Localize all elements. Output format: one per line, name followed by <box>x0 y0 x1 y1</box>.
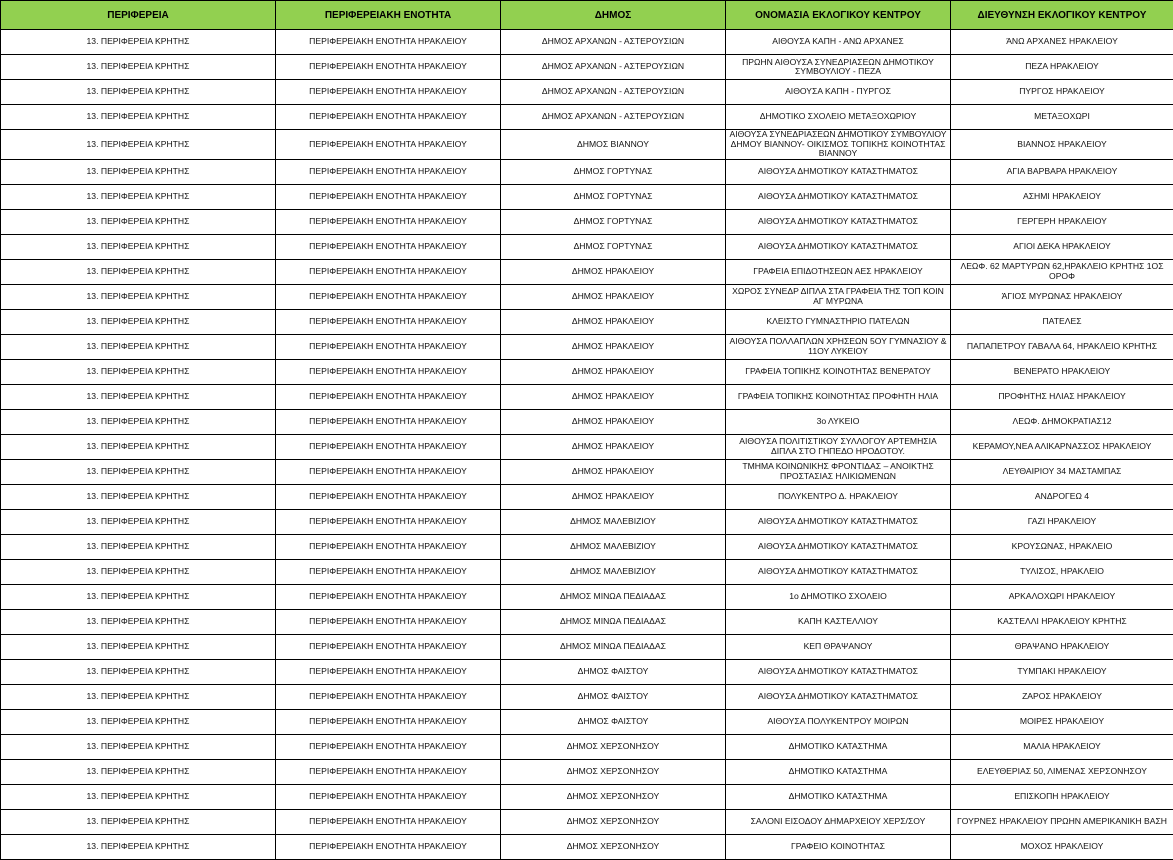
cell-center-name: ΑΙΘΟΥΣΑ ΚΑΠΗ - ΑΝΩ ΑΡΧΑΝΕΣ <box>726 30 951 55</box>
table-row <box>1 509 1173 534</box>
cell-center-name: ΓΡΑΦΕΙΑ ΕΠΙΔΟΤΗΣΕΩΝ ΑΕΣ ΗΡΑΚΛΕΙΟΥ <box>726 259 951 284</box>
cell-center-address: ΠΡΟΦΗΤΗΣ ΗΛΙΑΣ ΗΡΑΚΛΕΙΟΥ <box>951 384 1173 409</box>
cell-center-address: ΠΑΤΕΛΕΣ <box>951 309 1173 334</box>
cell-center-name: 1ο ΔΗΜΟΤΙΚΟ ΣΧΟΛΕΙΟ <box>726 584 951 609</box>
cell-center-name: ΑΙΘΟΥΣΑ ΚΑΠΗ - ΠΥΡΓΟΣ <box>726 80 951 105</box>
cell-center-address: ΒΕΝΕΡΑΤΟ ΗΡΑΚΛΕΙΟΥ <box>951 359 1173 384</box>
cell-municipality: ΔΗΜΟΣ ΧΕΡΣΟΝΗΣΟΥ <box>501 784 726 809</box>
cell-regional-unit: ΠΕΡΙΦΕΡΕΙΑΚΗ ΕΝΟΤΗΤΑ ΗΡΑΚΛΕΙΟΥ <box>276 159 501 184</box>
cell-center-name: ΑΙΘΟΥΣΑ ΔΗΜΟΤΙΚΟΥ ΚΑΤΑΣΤΗΜΑΤΟΣ <box>726 509 951 534</box>
table-row <box>1 309 1173 334</box>
cell-center-name: ΑΙΘΟΥΣΑ ΣΥΝΕΔΡΙΑΣΕΩΝ ΔΗΜΟΤΙΚΟΥ ΣΥΜΒΟΥΛΙΟΥ ΔΗΜΟΥ ΒΙΑΝΝΟΥ- ΟΙΚΙΣΜΟΣ ΤΟΠΙΚΗΣ ΚΟΙΝΟΤΗΤΑΣ ΒΙΑΝΝΟΥ <box>726 130 951 160</box>
table-row <box>1 484 1173 509</box>
cell-municipality: ΔΗΜΟΣ ΧΕΡΣΟΝΗΣΟΥ <box>501 759 726 784</box>
cell-center-address: ΤΥΜΠΑΚΙ ΗΡΑΚΛΕΙΟΥ <box>951 659 1173 684</box>
table-row <box>1 259 1173 284</box>
cell-region: 13. ΠΕΡΙΦΕΡΕΙΑ ΚΡΗΤΗΣ <box>1 509 276 534</box>
cell-center-name: ΑΙΘΟΥΣΑ ΔΗΜΟΤΙΚΟΥ ΚΑΤΑΣΤΗΜΑΤΟΣ <box>726 234 951 259</box>
cell-region: 13. ΠΕΡΙΦΕΡΕΙΑ ΚΡΗΤΗΣ <box>1 234 276 259</box>
cell-center-address: ΚΡΟΥΣΩΝΑΣ, ΗΡΑΚΛΕΙΟ <box>951 534 1173 559</box>
cell-regional-unit: ΠΕΡΙΦΕΡΕΙΑΚΗ ΕΝΟΤΗΤΑ ΗΡΑΚΛΕΙΟΥ <box>276 509 501 534</box>
cell-regional-unit: ΠΕΡΙΦΕΡΕΙΑΚΗ ΕΝΟΤΗΤΑ ΗΡΑΚΛΕΙΟΥ <box>276 484 501 509</box>
cell-center-name: ΓΡΑΦΕΙΑ ΤΟΠΙΚΗΣ ΚΟΙΝΟΤΗΤΑΣ ΠΡΟΦΗΤΗ ΗΛΙΑ <box>726 384 951 409</box>
table-row <box>1 834 1173 859</box>
cell-regional-unit: ΠΕΡΙΦΕΡΕΙΑΚΗ ΕΝΟΤΗΤΑ ΗΡΑΚΛΕΙΟΥ <box>276 184 501 209</box>
cell-municipality: ΔΗΜΟΣ ΗΡΑΚΛΕΙΟΥ <box>501 384 726 409</box>
cell-regional-unit: ΠΕΡΙΦΕΡΕΙΑΚΗ ΕΝΟΤΗΤΑ ΗΡΑΚΛΕΙΟΥ <box>276 759 501 784</box>
header-center-name: ΟΝΟΜΑΣΙΑ ΕΚΛΟΓΙΚΟΥ ΚΕΝΤΡΟΥ <box>726 1 951 30</box>
cell-municipality: ΔΗΜΟΣ ΦΑΙΣΤΟΥ <box>501 684 726 709</box>
cell-region: 13. ΠΕΡΙΦΕΡΕΙΑ ΚΡΗΤΗΣ <box>1 734 276 759</box>
cell-region: 13. ΠΕΡΙΦΕΡΕΙΑ ΚΡΗΤΗΣ <box>1 359 276 384</box>
cell-regional-unit: ΠΕΡΙΦΕΡΕΙΑΚΗ ΕΝΟΤΗΤΑ ΗΡΑΚΛΕΙΟΥ <box>276 384 501 409</box>
table-row <box>1 634 1173 659</box>
cell-regional-unit: ΠΕΡΙΦΕΡΕΙΑΚΗ ΕΝΟΤΗΤΑ ΗΡΑΚΛΕΙΟΥ <box>276 809 501 834</box>
cell-center-address: ΑΝΔΡΟΓΕΩ 4 <box>951 484 1173 509</box>
cell-municipality: ΔΗΜΟΣ ΒΙΑΝΝΟΥ <box>501 130 726 160</box>
cell-regional-unit: ΠΕΡΙΦΕΡΕΙΑΚΗ ΕΝΟΤΗΤΑ ΗΡΑΚΛΕΙΟΥ <box>276 459 501 484</box>
cell-center-name: ΑΙΘΟΥΣΑ ΔΗΜΟΤΙΚΟΥ ΚΑΤΑΣΤΗΜΑΤΟΣ <box>726 559 951 584</box>
cell-region: 13. ΠΕΡΙΦΕΡΕΙΑ ΚΡΗΤΗΣ <box>1 634 276 659</box>
cell-center-name: ΚΕΠ ΘΡΑΨΑΝΟΥ <box>726 634 951 659</box>
cell-center-address: ΠΑΠΑΠΕΤΡΟΥ ΓΑΒΑΛΑ 64, ΗΡΑΚΛΕΙΟ ΚΡΗΤΗΣ <box>951 334 1173 359</box>
cell-center-name: ΤΜΗΜΑ ΚΟΙΝΩΝΙΚΗΣ ΦΡΟΝΤΙΔΑΣ – ΑΝΟΙΚΤΗΣ ΠΡΟΣΤΑΣΙΑΣ ΗΛΙΚΙΩΜΕΝΩΝ <box>726 459 951 484</box>
cell-regional-unit: ΠΕΡΙΦΕΡΕΙΑΚΗ ΕΝΟΤΗΤΑ ΗΡΑΚΛΕΙΟΥ <box>276 834 501 859</box>
cell-regional-unit: ΠΕΡΙΦΕΡΕΙΑΚΗ ΕΝΟΤΗΤΑ ΗΡΑΚΛΕΙΟΥ <box>276 709 501 734</box>
table-row <box>1 80 1173 105</box>
cell-center-address: ΓΑΖΙ ΗΡΑΚΛΕΙΟΥ <box>951 509 1173 534</box>
header-regional-unit: ΠΕΡΙΦΕΡΕΙΑΚΗ ΕΝΟΤΗΤΑ <box>276 1 501 30</box>
table-row <box>1 759 1173 784</box>
cell-center-name: ΔΗΜΟΤΙΚΟ ΚΑΤΑΣΤΗΜΑ <box>726 759 951 784</box>
table-row <box>1 105 1173 130</box>
cell-region: 13. ΠΕΡΙΦΕΡΕΙΑ ΚΡΗΤΗΣ <box>1 384 276 409</box>
table-row <box>1 434 1173 459</box>
cell-center-address: ΒΙΑΝΝΟΣ ΗΡΑΚΛΕΙΟΥ <box>951 130 1173 160</box>
cell-regional-unit: ΠΕΡΙΦΕΡΕΙΑΚΗ ΕΝΟΤΗΤΑ ΗΡΑΚΛΕΙΟΥ <box>276 105 501 130</box>
cell-regional-unit: ΠΕΡΙΦΕΡΕΙΑΚΗ ΕΝΟΤΗΤΑ ΗΡΑΚΛΕΙΟΥ <box>276 634 501 659</box>
table-row <box>1 159 1173 184</box>
cell-regional-unit: ΠΕΡΙΦΕΡΕΙΑΚΗ ΕΝΟΤΗΤΑ ΗΡΑΚΛΕΙΟΥ <box>276 584 501 609</box>
cell-center-address: ΛΕΩΦ. ΔΗΜΟΚΡΑΤΙΑΣ12 <box>951 409 1173 434</box>
cell-center-name: ΑΙΘΟΥΣΑ ΔΗΜΟΤΙΚΟΥ ΚΑΤΑΣΤΗΜΑΤΟΣ <box>726 659 951 684</box>
cell-regional-unit: ΠΕΡΙΦΕΡΕΙΑΚΗ ΕΝΟΤΗΤΑ ΗΡΑΚΛΕΙΟΥ <box>276 359 501 384</box>
cell-center-address: ΠΥΡΓΟΣ ΗΡΑΚΛΕΙΟΥ <box>951 80 1173 105</box>
cell-region: 13. ΠΕΡΙΦΕΡΕΙΑ ΚΡΗΤΗΣ <box>1 559 276 584</box>
table-row <box>1 684 1173 709</box>
cell-regional-unit: ΠΕΡΙΦΕΡΕΙΑΚΗ ΕΝΟΤΗΤΑ ΗΡΑΚΛΕΙΟΥ <box>276 409 501 434</box>
cell-regional-unit: ΠΕΡΙΦΕΡΕΙΑΚΗ ΕΝΟΤΗΤΑ ΗΡΑΚΛΕΙΟΥ <box>276 55 501 80</box>
cell-region: 13. ΠΕΡΙΦΕΡΕΙΑ ΚΡΗΤΗΣ <box>1 105 276 130</box>
cell-center-address: ΜΕΤΑΞΟΧΩΡΙ <box>951 105 1173 130</box>
cell-municipality: ΔΗΜΟΣ ΗΡΑΚΛΕΙΟΥ <box>501 284 726 309</box>
cell-municipality: ΔΗΜΟΣ ΑΡΧΑΝΩΝ - ΑΣΤΕΡΟΥΣΙΩΝ <box>501 105 726 130</box>
cell-center-name: ΔΗΜΟΤΙΚΟ ΣΧΟΛΕΙΟ ΜΕΤΑΞΟΧΩΡΙΟΥ <box>726 105 951 130</box>
cell-center-address: ΜΑΛΙΑ ΗΡΑΚΛΕΙΟΥ <box>951 734 1173 759</box>
cell-center-address: ΑΣΗΜΙ ΗΡΑΚΛΕΙΟΥ <box>951 184 1173 209</box>
cell-center-name: 3ο ΛΥΚΕΙΟ <box>726 409 951 434</box>
cell-municipality: ΔΗΜΟΣ ΑΡΧΑΝΩΝ - ΑΣΤΕΡΟΥΣΙΩΝ <box>501 80 726 105</box>
cell-municipality: ΔΗΜΟΣ ΜΑΛΕΒΙΖΙΟΥ <box>501 534 726 559</box>
cell-center-address: ΜΟΙΡΕΣ ΗΡΑΚΛΕΙΟΥ <box>951 709 1173 734</box>
table-row <box>1 659 1173 684</box>
table-row <box>1 234 1173 259</box>
cell-municipality: ΔΗΜΟΣ ΗΡΑΚΛΕΙΟΥ <box>501 309 726 334</box>
cell-regional-unit: ΠΕΡΙΦΕΡΕΙΑΚΗ ΕΝΟΤΗΤΑ ΗΡΑΚΛΕΙΟΥ <box>276 559 501 584</box>
cell-center-address: ΑΓΙΑ ΒΑΡΒΑΡΑ ΗΡΑΚΛΕΙΟΥ <box>951 159 1173 184</box>
cell-municipality: ΔΗΜΟΣ ΗΡΑΚΛΕΙΟΥ <box>501 459 726 484</box>
cell-center-name: ΑΙΘΟΥΣΑ ΠΟΛΙΤΙΣΤΙΚΟΥ ΣΥΛΛΟΓΟΥ ΑΡΤΕΜΗΣΙΑ ΔΙΠΛΑ ΣΤΟ ΓΗΠΕΔΟ ΗΡΟΔΟΤΟΥ. <box>726 434 951 459</box>
cell-regional-unit: ΠΕΡΙΦΕΡΕΙΑΚΗ ΕΝΟΤΗΤΑ ΗΡΑΚΛΕΙΟΥ <box>276 659 501 684</box>
cell-municipality: ΔΗΜΟΣ ΦΑΙΣΤΟΥ <box>501 709 726 734</box>
cell-municipality: ΔΗΜΟΣ ΑΡΧΑΝΩΝ - ΑΣΤΕΡΟΥΣΙΩΝ <box>501 55 726 80</box>
cell-center-name: ΠΟΛΥΚΕΝΤΡΟ Δ. ΗΡΑΚΛΕΙΟΥ <box>726 484 951 509</box>
cell-region: 13. ΠΕΡΙΦΕΡΕΙΑ ΚΡΗΤΗΣ <box>1 434 276 459</box>
cell-center-name: ΑΙΘΟΥΣΑ ΠΟΛΥΚΕΝΤΡΟΥ ΜΟΙΡΩΝ <box>726 709 951 734</box>
table-row <box>1 584 1173 609</box>
cell-region: 13. ΠΕΡΙΦΕΡΕΙΑ ΚΡΗΤΗΣ <box>1 459 276 484</box>
cell-center-address: ΖΑΡΟΣ ΗΡΑΚΛΕΙΟΥ <box>951 684 1173 709</box>
cell-center-name: ΧΩΡΟΣ ΣΥΝΕΔΡ ΔΙΠΛΑ ΣΤΑ ΓΡΑΦΕΙΑ ΤΗΣ ΤΟΠ ΚΟΙΝ ΑΓ ΜΥΡΩΝΑ <box>726 284 951 309</box>
cell-regional-unit: ΠΕΡΙΦΕΡΕΙΑΚΗ ΕΝΟΤΗΤΑ ΗΡΑΚΛΕΙΟΥ <box>276 684 501 709</box>
cell-municipality: ΔΗΜΟΣ ΦΑΙΣΤΟΥ <box>501 659 726 684</box>
cell-region: 13. ΠΕΡΙΦΕΡΕΙΑ ΚΡΗΤΗΣ <box>1 309 276 334</box>
cell-region: 13. ΠΕΡΙΦΕΡΕΙΑ ΚΡΗΤΗΣ <box>1 609 276 634</box>
cell-regional-unit: ΠΕΡΙΦΕΡΕΙΑΚΗ ΕΝΟΤΗΤΑ ΗΡΑΚΛΕΙΟΥ <box>276 80 501 105</box>
cell-center-name: ΑΙΘΟΥΣΑ ΔΗΜΟΤΙΚΟΥ ΚΑΤΑΣΤΗΜΑΤΟΣ <box>726 534 951 559</box>
table-row <box>1 130 1173 160</box>
cell-center-name: ΔΗΜΟΤΙΚΟ ΚΑΤΑΣΤΗΜΑ <box>726 734 951 759</box>
cell-center-address: ΘΡΑΨΑΝΟ ΗΡΑΚΛΕΙΟΥ <box>951 634 1173 659</box>
cell-region: 13. ΠΕΡΙΦΕΡΕΙΑ ΚΡΗΤΗΣ <box>1 684 276 709</box>
table-row <box>1 559 1173 584</box>
cell-regional-unit: ΠΕΡΙΦΕΡΕΙΑΚΗ ΕΝΟΤΗΤΑ ΗΡΑΚΛΕΙΟΥ <box>276 334 501 359</box>
cell-center-name: ΚΛΕΙΣΤΟ ΓΥΜΝΑΣΤΗΡΙΟ ΠΑΤΕΛΩΝ <box>726 309 951 334</box>
cell-center-address: ΠΕΖΑ ΗΡΑΚΛΕΙΟΥ <box>951 55 1173 80</box>
cell-municipality: ΔΗΜΟΣ ΜΙΝΩΑ ΠΕΔΙΑΔΑΣ <box>501 634 726 659</box>
table-body <box>1 30 1173 860</box>
cell-region: 13. ΠΕΡΙΦΕΡΕΙΑ ΚΡΗΤΗΣ <box>1 709 276 734</box>
cell-municipality: ΔΗΜΟΣ ΜΑΛΕΒΙΖΙΟΥ <box>501 559 726 584</box>
table-row <box>1 184 1173 209</box>
cell-region: 13. ΠΕΡΙΦΕΡΕΙΑ ΚΡΗΤΗΣ <box>1 484 276 509</box>
table-row <box>1 30 1173 55</box>
cell-municipality: ΔΗΜΟΣ ΧΕΡΣΟΝΗΣΟΥ <box>501 809 726 834</box>
table-row <box>1 284 1173 309</box>
cell-regional-unit: ΠΕΡΙΦΕΡΕΙΑΚΗ ΕΝΟΤΗΤΑ ΗΡΑΚΛΕΙΟΥ <box>276 259 501 284</box>
cell-center-address: ΚΑΣΤΕΛΛΙ ΗΡΑΚΛΕΙΟΥ ΚΡΗΤΗΣ <box>951 609 1173 634</box>
cell-region: 13. ΠΕΡΙΦΕΡΕΙΑ ΚΡΗΤΗΣ <box>1 584 276 609</box>
cell-region: 13. ΠΕΡΙΦΕΡΕΙΑ ΚΡΗΤΗΣ <box>1 130 276 160</box>
cell-municipality: ΔΗΜΟΣ ΜΑΛΕΒΙΖΙΟΥ <box>501 509 726 534</box>
cell-region: 13. ΠΕΡΙΦΕΡΕΙΑ ΚΡΗΤΗΣ <box>1 80 276 105</box>
header-region: ΠΕΡΙΦΕΡΕΙΑ <box>1 1 276 30</box>
cell-center-name: ΓΡΑΦΕΙΟ ΚΟΙΝΟΤΗΤΑΣ <box>726 834 951 859</box>
table-row <box>1 209 1173 234</box>
cell-region: 13. ΠΕΡΙΦΕΡΕΙΑ ΚΡΗΤΗΣ <box>1 784 276 809</box>
cell-region: 13. ΠΕΡΙΦΕΡΕΙΑ ΚΡΗΤΗΣ <box>1 334 276 359</box>
table-row <box>1 784 1173 809</box>
cell-municipality: ΔΗΜΟΣ ΗΡΑΚΛΕΙΟΥ <box>501 409 726 434</box>
table-row <box>1 334 1173 359</box>
cell-center-address: ΓΕΡΓΕΡΗ ΗΡΑΚΛΕΙΟΥ <box>951 209 1173 234</box>
cell-municipality: ΔΗΜΟΣ ΗΡΑΚΛΕΙΟΥ <box>501 434 726 459</box>
cell-region: 13. ΠΕΡΙΦΕΡΕΙΑ ΚΡΗΤΗΣ <box>1 534 276 559</box>
cell-center-name: ΑΙΘΟΥΣΑ ΔΗΜΟΤΙΚΟΥ ΚΑΤΑΣΤΗΜΑΤΟΣ <box>726 159 951 184</box>
cell-municipality: ΔΗΜΟΣ ΗΡΑΚΛΕΙΟΥ <box>501 484 726 509</box>
cell-regional-unit: ΠΕΡΙΦΕΡΕΙΑΚΗ ΕΝΟΤΗΤΑ ΗΡΑΚΛΕΙΟΥ <box>276 234 501 259</box>
table-row <box>1 55 1173 80</box>
cell-center-address: ΚΕΡΑΜΟΥ,ΝΕΑ ΑΛΙΚΑΡΝΑΣΣΟΣ ΗΡΑΚΛΕΙΟΥ <box>951 434 1173 459</box>
cell-center-name: ΑΙΘΟΥΣΑ ΔΗΜΟΤΙΚΟΥ ΚΑΤΑΣΤΗΜΑΤΟΣ <box>726 184 951 209</box>
cell-center-name: ΓΡΑΦΕΙΑ ΤΟΠΙΚΗΣ ΚΟΙΝΟΤΗΤΑΣ ΒΕΝΕΡΑΤΟΥ <box>726 359 951 384</box>
cell-regional-unit: ΠΕΡΙΦΕΡΕΙΑΚΗ ΕΝΟΤΗΤΑ ΗΡΑΚΛΕΙΟΥ <box>276 434 501 459</box>
cell-municipality: ΔΗΜΟΣ ΓΟΡΤΥΝΑΣ <box>501 184 726 209</box>
table-row <box>1 459 1173 484</box>
cell-center-address: ΤΥΛΙΣΟΣ, ΗΡΑΚΛΕΙΟ <box>951 559 1173 584</box>
table-row <box>1 359 1173 384</box>
cell-municipality: ΔΗΜΟΣ ΜΙΝΩΑ ΠΕΔΙΑΔΑΣ <box>501 609 726 634</box>
cell-regional-unit: ΠΕΡΙΦΕΡΕΙΑΚΗ ΕΝΟΤΗΤΑ ΗΡΑΚΛΕΙΟΥ <box>276 534 501 559</box>
cell-regional-unit: ΠΕΡΙΦΕΡΕΙΑΚΗ ΕΝΟΤΗΤΑ ΗΡΑΚΛΕΙΟΥ <box>276 209 501 234</box>
cell-center-address: ΆΓΙΟΣ ΜΥΡΩΝΑΣ ΗΡΑΚΛΕΙΟΥ <box>951 284 1173 309</box>
table-row <box>1 609 1173 634</box>
cell-region: 13. ΠΕΡΙΦΕΡΕΙΑ ΚΡΗΤΗΣ <box>1 409 276 434</box>
cell-municipality: ΔΗΜΟΣ ΗΡΑΚΛΕΙΟΥ <box>501 334 726 359</box>
table-row <box>1 809 1173 834</box>
table-row <box>1 534 1173 559</box>
cell-center-address: ΓΟΥΡΝΕΣ ΗΡΑΚΛΕΙΟΥ ΠΡΩΗΝ ΑΜΕΡΙΚΑΝΙΚΗ ΒΑΣΗ <box>951 809 1173 834</box>
cell-municipality: ΔΗΜΟΣ ΗΡΑΚΛΕΙΟΥ <box>501 259 726 284</box>
cell-regional-unit: ΠΕΡΙΦΕΡΕΙΑΚΗ ΕΝΟΤΗΤΑ ΗΡΑΚΛΕΙΟΥ <box>276 784 501 809</box>
cell-municipality: ΔΗΜΟΣ ΜΙΝΩΑ ΠΕΔΙΑΔΑΣ <box>501 584 726 609</box>
cell-municipality: ΔΗΜΟΣ ΗΡΑΚΛΕΙΟΥ <box>501 359 726 384</box>
cell-center-name: ΣΑΛΟΝΙ ΕΙΣΟΔΟΥ ΔΗΜΑΡΧΕΙΟΥ ΧΕΡΣ/ΣΟΥ <box>726 809 951 834</box>
cell-center-address: ΆΝΩ ΑΡΧΑΝΕΣ ΗΡΑΚΛΕΙΟΥ <box>951 30 1173 55</box>
cell-region: 13. ΠΕΡΙΦΕΡΕΙΑ ΚΡΗΤΗΣ <box>1 209 276 234</box>
table-row <box>1 409 1173 434</box>
cell-center-address: ΑΡΚΑΛΟΧΩΡΙ ΗΡΑΚΛΕΙΟΥ <box>951 584 1173 609</box>
cell-regional-unit: ΠΕΡΙΦΕΡΕΙΑΚΗ ΕΝΟΤΗΤΑ ΗΡΑΚΛΕΙΟΥ <box>276 284 501 309</box>
cell-center-address: ΛΕΩΦ. 62 ΜΑΡΤΥΡΩΝ 62,ΗΡΑΚΛΕΙΟ ΚΡΗΤΗΣ 1ΟΣ ΟΡΟΦ <box>951 259 1173 284</box>
cell-region: 13. ΠΕΡΙΦΕΡΕΙΑ ΚΡΗΤΗΣ <box>1 284 276 309</box>
cell-regional-unit: ΠΕΡΙΦΕΡΕΙΑΚΗ ΕΝΟΤΗΤΑ ΗΡΑΚΛΕΙΟΥ <box>276 309 501 334</box>
cell-municipality: ΔΗΜΟΣ ΓΟΡΤΥΝΑΣ <box>501 234 726 259</box>
cell-center-name: ΑΙΘΟΥΣΑ ΠΟΛΛΑΠΛΩΝ ΧΡΗΣΕΩΝ 5ΟΥ ΓΥΜΝΑΣΙΟΥ & 11ΟΥ ΛΥΚΕΙΟΥ <box>726 334 951 359</box>
cell-municipality: ΔΗΜΟΣ ΓΟΡΤΥΝΑΣ <box>501 159 726 184</box>
header-row <box>1 1 1173 30</box>
header-center-address: ΔΙΕΥΘΥΝΣΗ ΕΚΛΟΓΙΚΟΥ ΚΕΝΤΡΟΥ <box>951 1 1173 30</box>
cell-center-address: ΕΠΙΣΚΟΠΗ ΗΡΑΚΛΕΙΟΥ <box>951 784 1173 809</box>
cell-region: 13. ΠΕΡΙΦΕΡΕΙΑ ΚΡΗΤΗΣ <box>1 55 276 80</box>
cell-regional-unit: ΠΕΡΙΦΕΡΕΙΑΚΗ ΕΝΟΤΗΤΑ ΗΡΑΚΛΕΙΟΥ <box>276 30 501 55</box>
cell-center-address: ΛΕΥΘΑΙΡΙΟΥ 34 ΜΑΣΤΑΜΠΑΣ <box>951 459 1173 484</box>
cell-regional-unit: ΠΕΡΙΦΕΡΕΙΑΚΗ ΕΝΟΤΗΤΑ ΗΡΑΚΛΕΙΟΥ <box>276 130 501 160</box>
cell-municipality: ΔΗΜΟΣ ΧΕΡΣΟΝΗΣΟΥ <box>501 834 726 859</box>
cell-region: 13. ΠΕΡΙΦΕΡΕΙΑ ΚΡΗΤΗΣ <box>1 159 276 184</box>
cell-region: 13. ΠΕΡΙΦΕΡΕΙΑ ΚΡΗΤΗΣ <box>1 834 276 859</box>
table-row <box>1 709 1173 734</box>
cell-center-name: ΔΗΜΟΤΙΚΟ ΚΑΤΑΣΤΗΜΑ <box>726 784 951 809</box>
cell-center-name: ΑΙΘΟΥΣΑ ΔΗΜΟΤΙΚΟΥ ΚΑΤΑΣΤΗΜΑΤΟΣ <box>726 209 951 234</box>
table-row <box>1 384 1173 409</box>
cell-regional-unit: ΠΕΡΙΦΕΡΕΙΑΚΗ ΕΝΟΤΗΤΑ ΗΡΑΚΛΕΙΟΥ <box>276 609 501 634</box>
cell-regional-unit: ΠΕΡΙΦΕΡΕΙΑΚΗ ΕΝΟΤΗΤΑ ΗΡΑΚΛΕΙΟΥ <box>276 734 501 759</box>
cell-municipality: ΔΗΜΟΣ ΑΡΧΑΝΩΝ - ΑΣΤΕΡΟΥΣΙΩΝ <box>501 30 726 55</box>
cell-center-address: ΕΛΕΥΘΕΡΙΑΣ 50, ΛΙΜΕΝΑΣ ΧΕΡΣΟΝΗΣΟΥ <box>951 759 1173 784</box>
cell-center-name: ΑΙΘΟΥΣΑ ΔΗΜΟΤΙΚΟΥ ΚΑΤΑΣΤΗΜΑΤΟΣ <box>726 684 951 709</box>
cell-region: 13. ΠΕΡΙΦΕΡΕΙΑ ΚΡΗΤΗΣ <box>1 759 276 784</box>
cell-region: 13. ΠΕΡΙΦΕΡΕΙΑ ΚΡΗΤΗΣ <box>1 30 276 55</box>
cell-municipality: ΔΗΜΟΣ ΧΕΡΣΟΝΗΣΟΥ <box>501 734 726 759</box>
cell-region: 13. ΠΕΡΙΦΕΡΕΙΑ ΚΡΗΤΗΣ <box>1 659 276 684</box>
cell-center-name: ΠΡΩΗΝ ΑΙΘΟΥΣΑ ΣΥΝΕΔΡΙΑΣΕΩΝ ΔΗΜΟΤΙΚΟΥ ΣΥΜΒΟΥΛΙΟΥ - ΠΕΖΑ <box>726 55 951 80</box>
header-municipality: ΔΗΜΟΣ <box>501 1 726 30</box>
cell-municipality: ΔΗΜΟΣ ΓΟΡΤΥΝΑΣ <box>501 209 726 234</box>
cell-center-address: ΑΓΙΟΙ ΔΕΚΑ ΗΡΑΚΛΕΙΟΥ <box>951 234 1173 259</box>
table-header <box>1 1 1173 30</box>
cell-center-address: ΜΟΧΟΣ ΗΡΑΚΛΕΙΟΥ <box>951 834 1173 859</box>
cell-region: 13. ΠΕΡΙΦΕΡΕΙΑ ΚΡΗΤΗΣ <box>1 184 276 209</box>
cell-region: 13. ΠΕΡΙΦΕΡΕΙΑ ΚΡΗΤΗΣ <box>1 809 276 834</box>
table-row <box>1 734 1173 759</box>
cell-center-name: ΚΑΠΗ ΚΑΣΤΕΛΛΙΟΥ <box>726 609 951 634</box>
cell-region: 13. ΠΕΡΙΦΕΡΕΙΑ ΚΡΗΤΗΣ <box>1 259 276 284</box>
